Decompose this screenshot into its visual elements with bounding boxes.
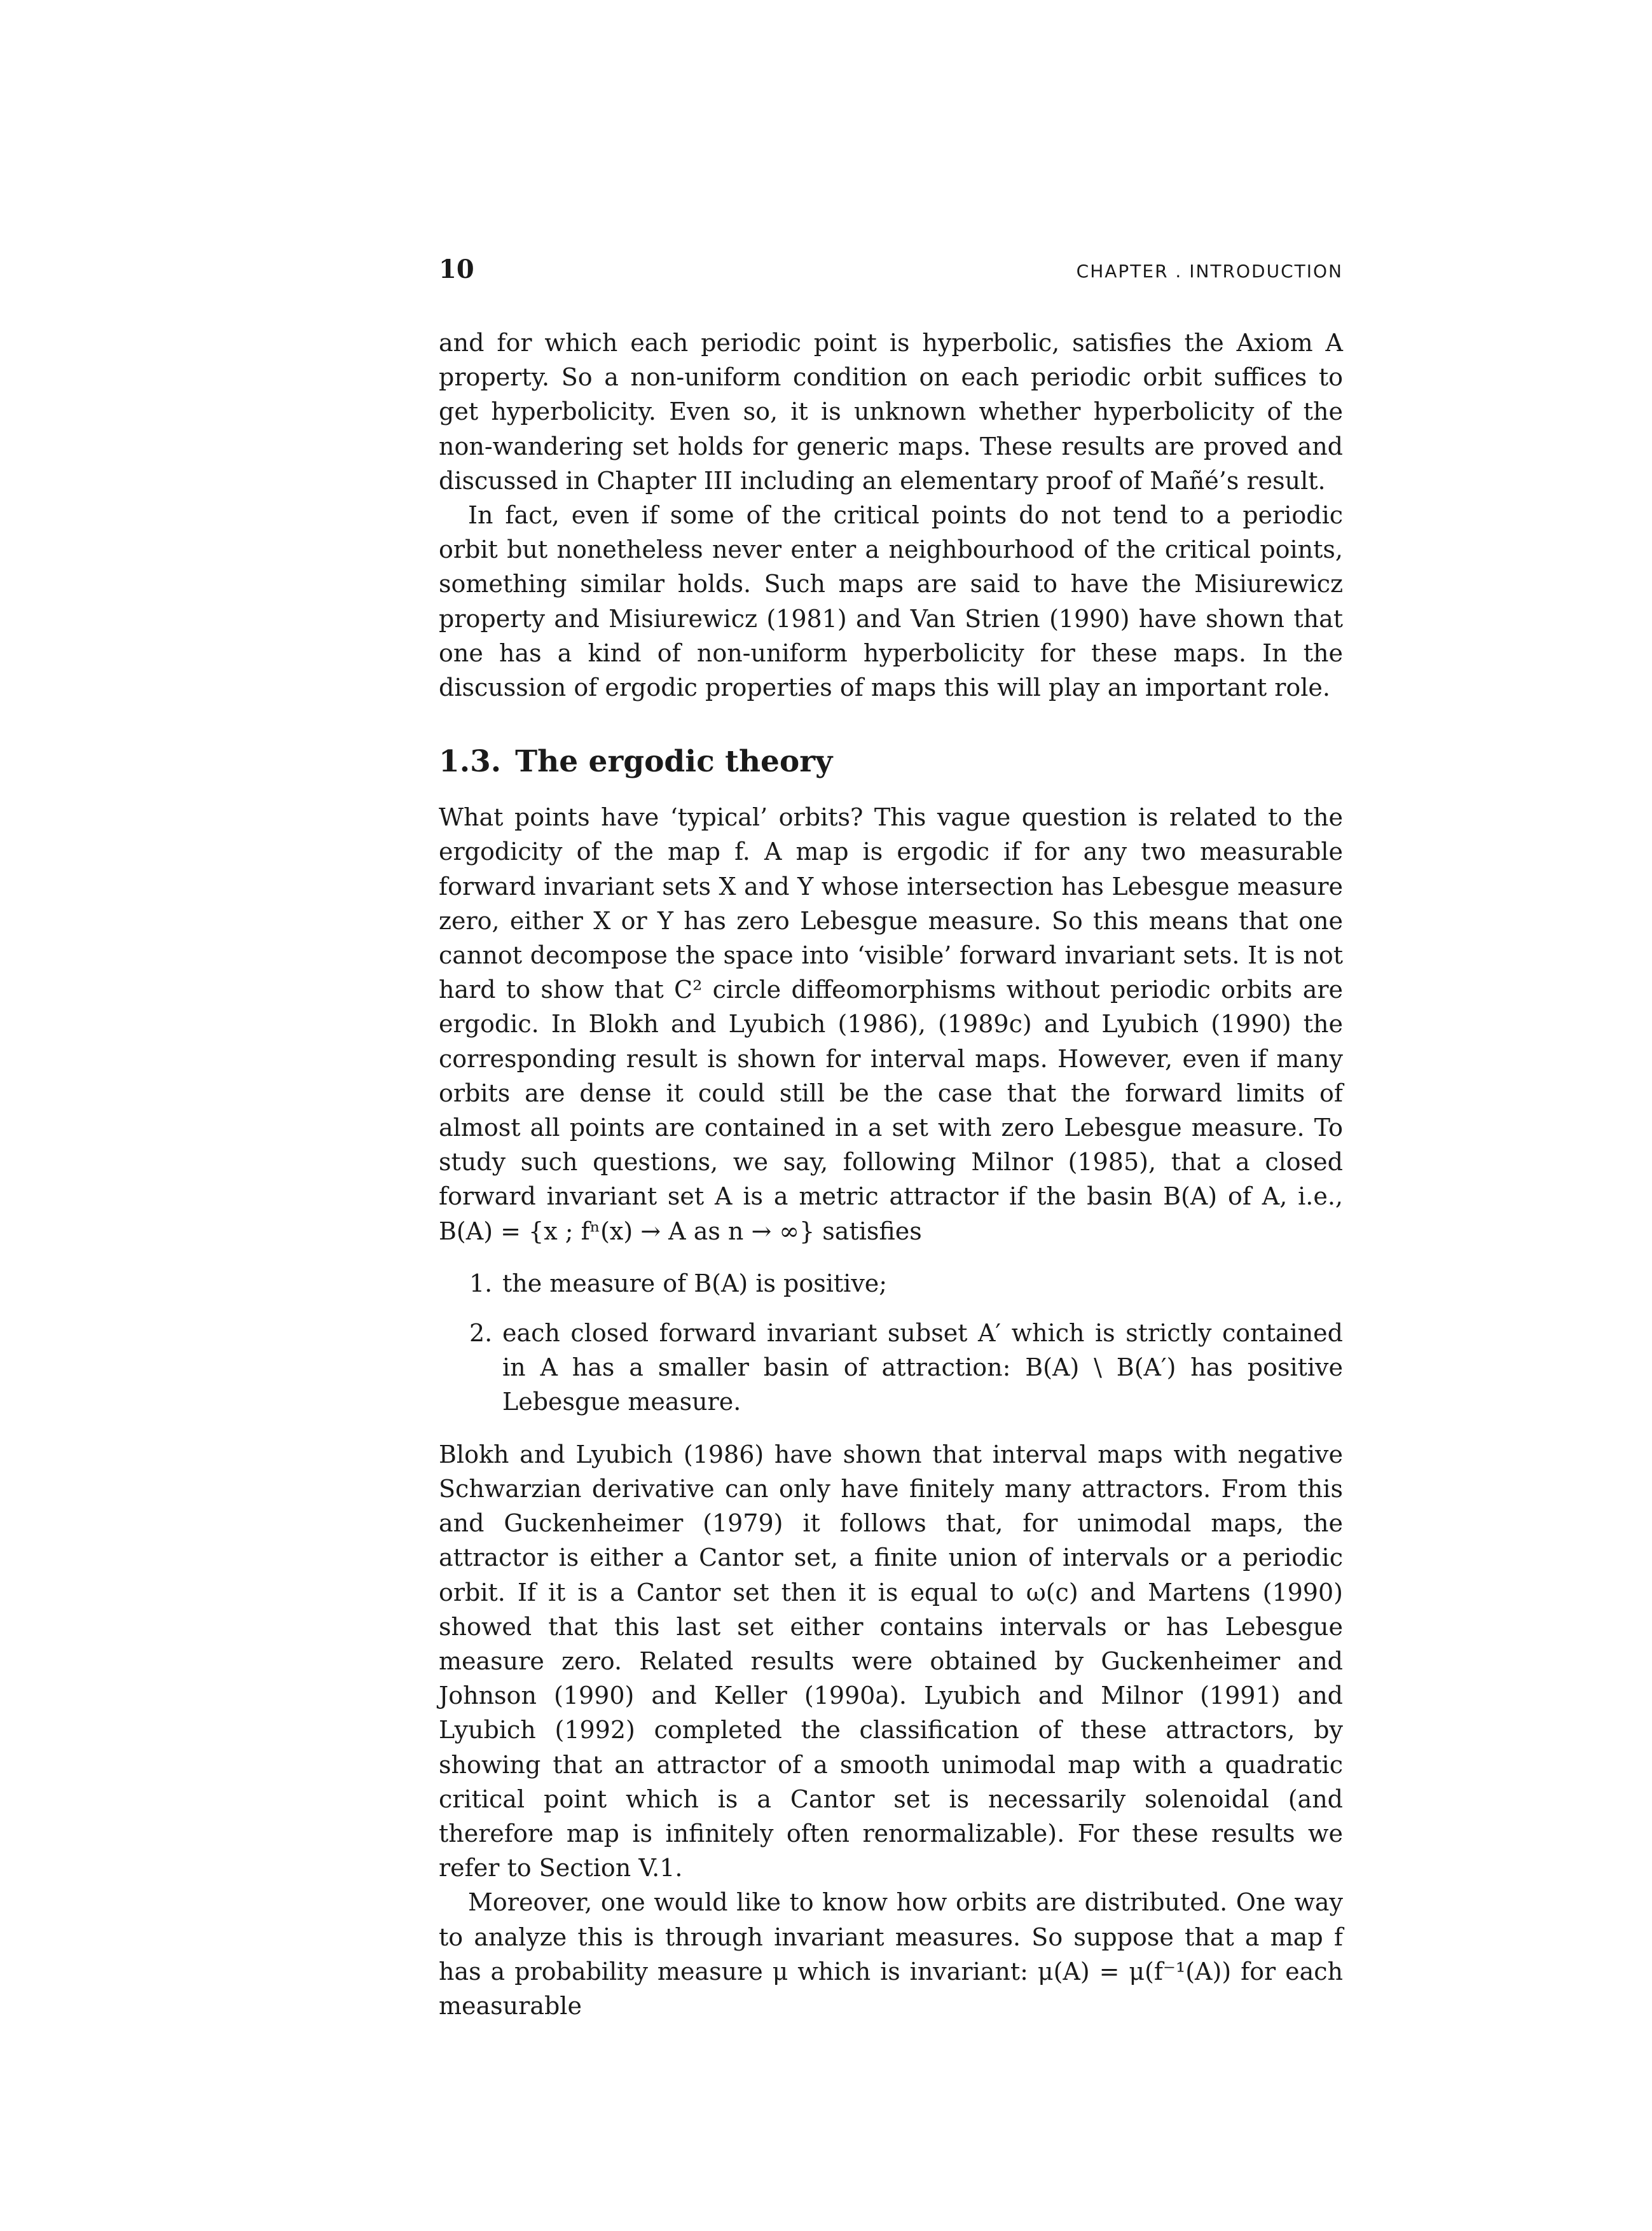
paragraph-attractors: Blokh and Lyubich (1986) have shown that interval maps with negative Schwarzian derivative can only have finitely many attractors. From this and Guckenheimer (1979) it follows that, for unimodal maps, the attractor is either a Cantor set, a finite union of intervals or a periodic orbit. If it is a Cantor set then it is equal to ω(c) and Martens (1990) showed that this last set either contains intervals or has Lebesgue measure zero. Related results were obtained by Guckenheimer and Johnson (1990) and Keller (1990a). Lyubich and Milnor (1991) and Lyubich (1992) completed the classification of these attractors, by showing that an attractor of a smooth unimodal map with a quadratic critical point which is a Cantor set is necessarily solenoidal (and therefore map is infinitely often renormalizable). For these results we refer to Section V.1. (439, 1440, 1343, 1882)
page-number: 10 (439, 254, 474, 284)
attractor-conditions-list (439, 1266, 1343, 1419)
running-head: CHAPTER . INTRODUCTION (1076, 261, 1343, 282)
list-item (439, 1266, 1343, 1301)
body-text (439, 326, 1343, 2023)
page-header (439, 254, 1343, 293)
list-item-text: each closed forward invariant subset A′ which is strictly contained in A has a smaller basin of attraction: B(A) \ B(A′) has positive Lebesgue measure. (502, 1319, 1343, 1416)
list-item (439, 1316, 1343, 1419)
list-item-marker: 1. (469, 1269, 493, 1297)
paragraph-ergodicity: What points have ‘typical’ orbits? This vague question is related to the ergodicity of the map f. A map is ergodic if for any two measurable forward invariant sets X and Y whose intersection has Lebesgue measure zero, either X or Y has zero Lebesgue measure. So this means that one cannot decompose the space into ‘visible’ forward invariant sets. It is not hard to show that C² circle diffeomorphisms without periodic orbits are ergodic. In Blokh and Lyubich (1986), (1989c) and Lyubich (1990) the corresponding result is shown for interval maps. However, even if many orbits are dense it could still be the case that the forward limits of almost all points are contained in a set with zero Lebesgue measure. To study such questions, we say, following Milnor (1985), that a closed forward invariant set A is a metric attractor if the basin B(A) of A, i.e., B(A) = {x ; fⁿ(x) → A as n → ∞} satisfies (439, 803, 1343, 1245)
paragraph-axiom-a: and for which each periodic point is hyperbolic, satisfies the Axiom A property. So a non-uniform condition on each periodic orbit suffices to get hyperbolicity. Even so, it is unknown whether hyperbolicity of the non-wandering set holds for generic maps. These results are proved and discussed in Chapter III including an elementary proof of Mañé’s result. (439, 329, 1343, 495)
section-title: The ergodic theory (515, 744, 833, 780)
section-heading (439, 743, 1343, 781)
paragraph-invariant-measures: Moreover, one would like to know how orbits are distributed. One way to analyze this is through invariant measures. So suppose that a map f has a probability measure μ which is invariant: μ(A) = μ(f⁻¹(A)) for each measurable (439, 1888, 1343, 2020)
section-number: 1.3. (439, 744, 502, 780)
list-item-text: the measure of B(A) is positive; (502, 1269, 888, 1297)
list-item-marker: 2. (469, 1319, 493, 1348)
paragraph-misiurewicz: In fact, even if some of the critical points do not tend to a periodic orbit but nonetheless never enter a neighbourhood of the critical points, something similar holds. Such maps are said to have the Misiurewicz property and Misiurewicz (1981) and Van Strien (1990) have shown that one has a kind of non-uniform hyperbolicity for these maps. In the discussion of ergodic properties of maps this will play an important role. (439, 501, 1343, 702)
